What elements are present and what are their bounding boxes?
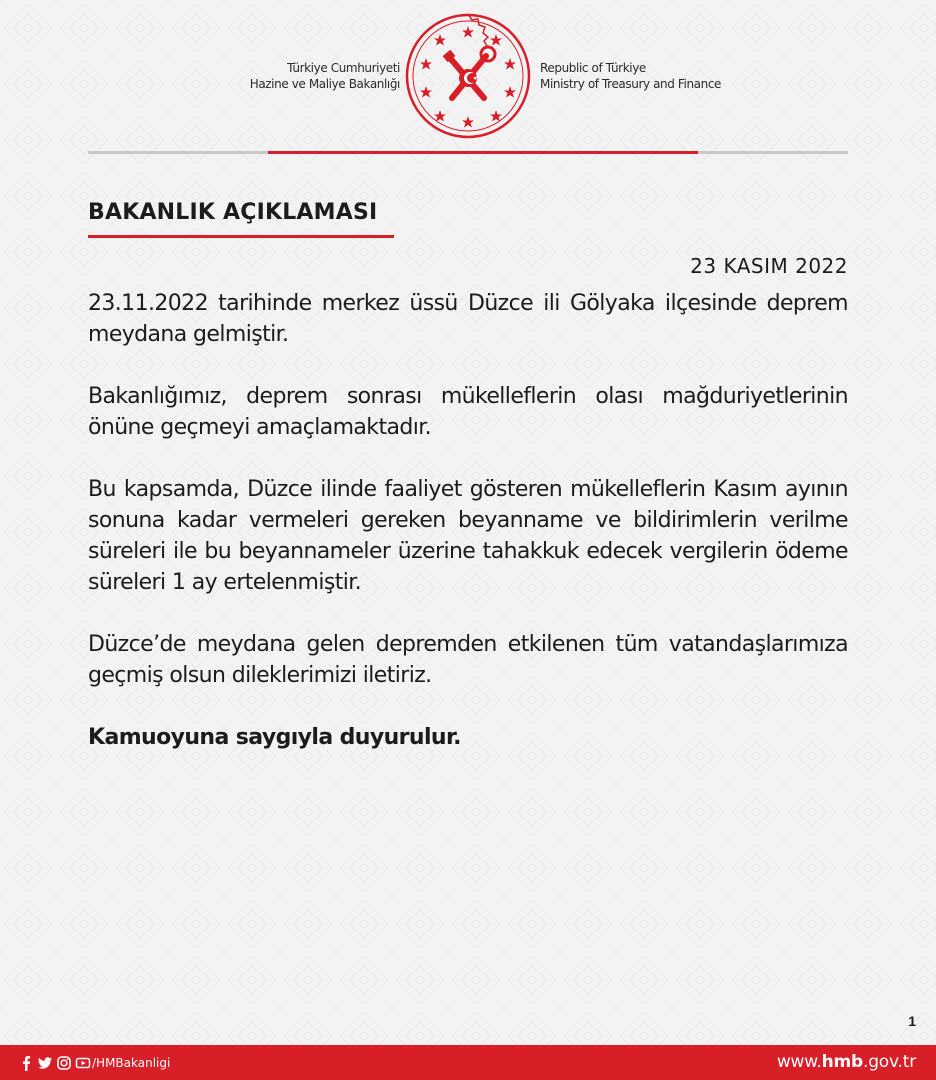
org-en-line2: Ministry of Treasury and Finance [540,77,721,91]
org-name-turkish [250,60,400,92]
website-suffix: .gov.tr [863,1052,916,1072]
footer-bar [0,1045,936,1080]
closing-statement: Kamuoyuna saygıyla duyurulur. [88,725,461,750]
website-link[interactable] [777,1052,916,1073]
org-en-line1: Republic of Türkiye [540,61,646,75]
paragraph: Düzce’de meydana gelen depremden etkilenen tüm vatandaşlarımıza geçmiş olsun dileklerimizi iletiriz. [88,632,848,688]
document-date: 23 KASIM 2022 [690,254,848,278]
page-number: 1 [908,1013,916,1029]
website-prefix: www. [776,1052,822,1072]
social-icons [18,1055,94,1071]
paragraph: Bu kapsamda, Düzce ilinde faaliyet gösteren mükelleflerin Kasım ayının sonuna kadar vermeleri gereken beyanname ve bildirimlerin verilme süreleri ile bu beyannameler üzerine tahakkuk edecek vergilerin ödeme süreleri 1 ay ertelenmiştir. [88,477,848,595]
org-tr-line2: Hazine ve Maliye Bakanlığı [249,77,400,91]
document-body [88,288,848,784]
letterhead [0,0,936,160]
website-domain: hmb [821,1052,863,1072]
title-underline [88,235,394,238]
document-title: BAKANLIK AÇIKLAMASI [88,200,378,225]
twitter-icon[interactable] [37,1055,53,1071]
paragraph: Bakanlığımız, deprem sonrası mükelleflerin olası mağduriyetlerinin önüne geçmeyi amaçlamaktadır. [88,384,848,440]
social-handle[interactable]: /HMBakanligi [92,1056,171,1070]
facebook-icon[interactable] [18,1055,34,1071]
paragraph: 23.11.2022 tarihinde merkez üssü Düzce ili Gölyaka ilçesinde deprem meydana gelmiştir. [88,291,848,347]
org-tr-line1: Türkiye Cumhuriyeti [287,61,400,75]
header-divider-accent [268,151,698,154]
youtube-icon[interactable] [75,1055,91,1071]
org-name-english [540,60,721,92]
instagram-icon[interactable] [56,1055,72,1071]
ministry-seal [404,12,532,140]
